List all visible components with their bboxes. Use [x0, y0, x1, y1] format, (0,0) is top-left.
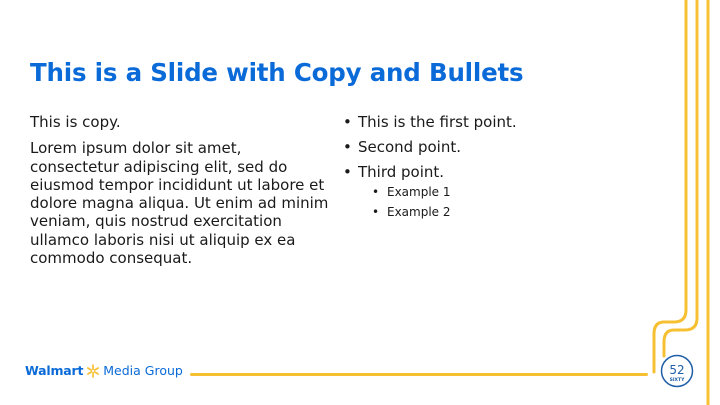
sub-bullet-text: Example 2: [387, 204, 451, 219]
badge-number: 52: [669, 363, 685, 377]
footer-divider: [190, 373, 648, 376]
slide-title: This is a Slide with Copy and Bullets: [30, 58, 524, 87]
bullet-text: This is the first point.: [358, 113, 517, 131]
52-sixty-badge-icon: [660, 354, 694, 388]
bullet-dot: •: [343, 113, 352, 131]
bullet-list: [343, 113, 643, 220]
bullet-dot: •: [343, 137, 352, 156]
bullet-column: [343, 113, 643, 226]
brand-suffix: Media Group: [103, 363, 183, 378]
copy-column: [30, 113, 330, 275]
bullet-item: [343, 113, 643, 131]
sub-bullet-dot: •: [372, 184, 380, 199]
sub-bullet-text: Example 1: [387, 184, 451, 199]
bullet-item: [343, 138, 643, 156]
badge-word: SIXTY: [669, 378, 685, 383]
bullet-text: Second point.: [358, 137, 461, 156]
copy-intro: This is copy.: [30, 113, 121, 131]
sub-bullet-item: [358, 185, 643, 200]
bullet-text: Third point.: [358, 162, 445, 181]
deco-curve-2: [664, 318, 697, 356]
walmart-spark-icon: [86, 364, 100, 378]
bullet-dot: •: [343, 162, 352, 181]
sub-bullet-list: [358, 185, 643, 220]
sub-bullet-item: [358, 205, 643, 220]
copy-body: Lorem ipsum dolor sit amet, consectetur adipiscing elit, sed do eiusmod tempor incididunt ut labore et dolore magna aliqua. Ut enim ad minim veniam, quis nostrud exercitation ullamco laboris nisi ut aliquip ex ea commodo consequat.: [30, 139, 329, 268]
brand-logo: [25, 363, 183, 378]
sub-bullet-dot: •: [372, 204, 380, 219]
bullet-item: [343, 163, 643, 220]
brand-name: Walmart: [25, 363, 84, 378]
